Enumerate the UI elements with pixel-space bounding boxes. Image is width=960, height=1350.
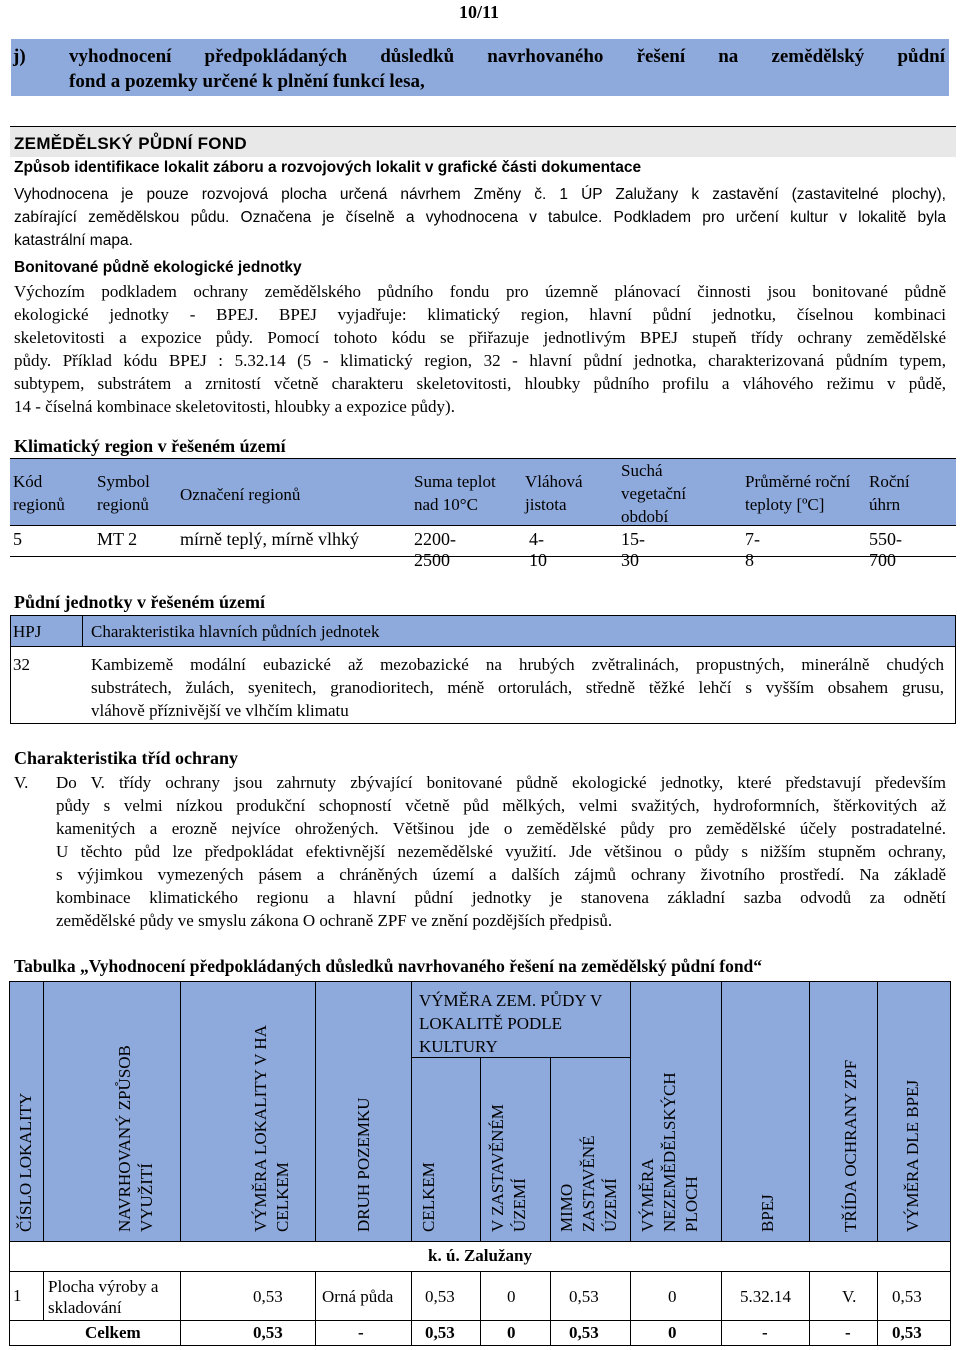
eval-vline-6b xyxy=(550,1271,551,1346)
bpej-text xyxy=(14,280,946,418)
climate-line-top xyxy=(10,458,956,459)
bpej-line-3: skeletovitosti a expozice půdy. Pomocí tohoto kódu se přiřazuje jednotlivým BPEJ stupeň třídy ochrany zemědělské xyxy=(14,328,946,347)
climate-header-code: Kód regionů xyxy=(13,472,65,514)
eval-vline-11 xyxy=(950,981,951,1346)
classes-line-1: Do V. třídy ochrany jsou zahrnuty zbývající bonitované půdně ekologické jednotky, které představují především xyxy=(56,773,946,792)
eval-total-class: - xyxy=(845,1323,851,1342)
zpf-subheading: Způsob identifikace lokalit záboru a rozvojových lokalit v grafické části dokumentace xyxy=(14,159,642,176)
eval-vline-3b xyxy=(315,1271,316,1346)
zpf-intro-line-2: zabírající zemědělskou půdu. Označena je číselně a vyhodnocena v tabulce. Podkladem pro určení kultur v lokalitě byla xyxy=(14,209,946,226)
eval-vline-4 xyxy=(411,981,412,1241)
hpj-divider xyxy=(82,615,83,647)
eval-vline-4b xyxy=(411,1271,412,1346)
eval-row-area-total: 0,53 xyxy=(253,1287,283,1306)
classes-text xyxy=(56,771,946,932)
eval-vline-9 xyxy=(809,981,810,1241)
bpej-line-1: Výchozím podkladem ochrany zemědělského půdního fondu pro územně plánovací činnosti jsou bonitované půdně xyxy=(14,282,946,301)
eval-vline-8 xyxy=(721,981,722,1241)
eval-col-header-bpej: BPEJ xyxy=(758,1194,777,1232)
eval-vline-10b xyxy=(877,1271,878,1346)
eval-vline-1b xyxy=(43,1271,44,1320)
eval-vline-2b xyxy=(180,1271,181,1346)
bpej-heading: Bonitované půdně ekologické jednotky xyxy=(14,259,302,276)
eval-vline-1 xyxy=(43,981,44,1241)
eval-row-non-agri: 0 xyxy=(668,1287,677,1306)
climate-cell-sum: 2200-2500 xyxy=(414,529,456,570)
eval-total-total: 0,53 xyxy=(425,1323,455,1342)
climate-cell-avg-temp: 7-8 xyxy=(745,529,760,570)
climate-header-dry: Suchá vegetační období xyxy=(621,461,687,526)
eval-total-label: Celkem xyxy=(85,1323,141,1342)
eval-vline-7b xyxy=(630,1271,631,1346)
classes-line-5: s výjimkou vymezených pásem a chráněných území a dalších zájmů ochrany životního prostředí. Na základě xyxy=(56,865,946,884)
zpf-intro xyxy=(14,183,946,252)
hpj-row-line-3: vláhově příznivější ve vlhčím klimatu xyxy=(91,701,349,720)
climate-cell-code: 5 xyxy=(13,529,22,549)
eval-row-bpej: 5.32.14 xyxy=(740,1287,791,1306)
eval-border-header-bottom xyxy=(9,1241,951,1242)
climate-header-rain: Roční úhrn xyxy=(869,472,910,514)
hpj-row-line-1: Kambizemě modální eubazické až mezobazické na hrubých zvětralinách, propustných, minerálně chudých xyxy=(91,655,944,674)
eval-row-inside: 0 xyxy=(507,1287,516,1306)
eval-total-area: 0,53 xyxy=(253,1323,283,1342)
eval-row-class: V. xyxy=(842,1287,857,1306)
eval-row-total: 0,53 xyxy=(425,1287,455,1306)
climate-line-mid xyxy=(10,525,956,526)
classes-line-2: půdy s velmi nízkou produkční schopností včetně půd mělkých, velmi svažitých, hydroformních, štěrkovitých až xyxy=(56,796,946,815)
eval-row-usage: Plocha výroby a skladování xyxy=(48,1277,159,1317)
eval-col-header-total: CELKEM xyxy=(419,1162,438,1232)
eval-total-bpej: - xyxy=(762,1323,768,1342)
zpf-heading: ZEMĚDĚLSKÝ PŮDNÍ FOND xyxy=(14,134,247,153)
zpf-intro-line-1: Vyhodnocena je pouze rozvojová plocha určená návrhem Změny č. 1 ÚP Zalužany k zastavění (zastavitelné plochy), xyxy=(14,186,946,203)
eval-vline-7 xyxy=(630,981,631,1241)
classes-line-4: U těchto půd lze předpokládat efektivnější nezemědělské využití. Jde většinou o půdy s nižším stupněm ochrany, xyxy=(56,842,946,861)
hpj-row-desc xyxy=(91,653,944,722)
eval-total-inside: 0 xyxy=(507,1323,516,1342)
hpj-row-code: 32 xyxy=(13,655,30,674)
climate-cell-symbol: MT 2 xyxy=(97,529,138,549)
page-number: 10/11 xyxy=(459,2,500,22)
eval-vline-2 xyxy=(180,981,181,1241)
hpj-heading: Půdní jednotky v řešeném území xyxy=(14,592,265,612)
section-heading-box xyxy=(11,39,949,96)
eval-ku-label: k. ú. Zalužany xyxy=(428,1246,532,1265)
eval-col-header-class: TŘÍDA OCHRANY ZPF xyxy=(841,1059,860,1232)
climate-header-symbol: Symbol regionů xyxy=(97,472,150,514)
eval-col-header-non-agri: VÝMĚRA NEZEMĚDĚLSKÝCH PLOCH xyxy=(638,1072,701,1232)
bpej-line-5: subtypem, substrátem a zrnitostí včetně charakteru skeletovitosti, hloubky půdního profilu a vláhového režimu v půdě, xyxy=(14,374,946,393)
eval-total-non-agri: 0 xyxy=(668,1323,677,1342)
eval-row-locality: 1 xyxy=(13,1286,22,1305)
climate-heading: Klimatický region v řešeném území xyxy=(14,436,286,456)
eval-row-outside: 0,53 xyxy=(569,1287,599,1306)
eval-vline-5b xyxy=(480,1271,481,1346)
hpj-header-code: HPJ xyxy=(13,622,42,641)
section-title-line-1: vyhodnocení předpokládaných důsledků navrhovaného řešení na zemědělský půdní xyxy=(69,46,945,67)
eval-vline-6 xyxy=(550,1057,551,1241)
eval-vline-5 xyxy=(480,1057,481,1241)
eval-vline-8b xyxy=(721,1271,722,1346)
climate-header-sum: Suma teplot nad 10°C xyxy=(414,472,496,514)
eval-vline-10 xyxy=(877,981,878,1241)
section-title-line-2: fond a pozemky určené k plnění funkcí lesa, xyxy=(69,71,425,92)
eval-col-header-area-total: VÝMĚRA LOKALITY V HA CELKEM xyxy=(251,1025,292,1232)
section-letter: j) xyxy=(13,46,26,67)
eval-col-header-area-bpej: VÝMĚRA DLE BPEJ xyxy=(903,1079,922,1232)
classes-line-3: kamenitých a erozně nejvíce ohrožených. Většinou jde o zemědělské půdy pro zemědělské účely postradatelné. xyxy=(56,819,946,838)
classes-line-7: zemědělské půdy ve smyslu zákona O ochraně ZPF ve znění pozdějších předpisů. xyxy=(56,911,613,930)
eval-group-header: VÝMĚRA ZEM. PŮDY V LOKALITĚ PODLE KULTURY xyxy=(419,991,602,1056)
eval-total-outside: 0,53 xyxy=(569,1323,599,1342)
climate-line-bot xyxy=(10,556,956,557)
eval-row-land-type: Orná půda xyxy=(322,1287,394,1306)
climate-cell-dry: 15-30 xyxy=(621,529,645,570)
eval-col-header-usage: NAVRHOVANÝ ZPŮSOB VYUŽITÍ xyxy=(115,1045,156,1232)
climate-cell-name: mírně teplý, mírně vlhký xyxy=(180,529,359,549)
eval-vline-3 xyxy=(315,981,316,1241)
climate-header-moisture: Vláhová jistota xyxy=(525,472,583,514)
climate-cell-rain: 550-700 xyxy=(869,529,902,570)
eval-col-header-land-type: DRUH POZEMKU xyxy=(354,1097,373,1232)
bpej-line-2: ekologické jednotky - BPEJ. BPEJ vyjadřuje: klimatický region, hlavní půdní jednotku, číselnou kombinaci xyxy=(14,305,946,324)
eval-total-area-bpej: 0,53 xyxy=(892,1323,922,1342)
eval-row-area-bpej: 0,53 xyxy=(892,1287,922,1306)
classes-roman: V. xyxy=(14,773,29,792)
climate-header-name: Označení regionů xyxy=(180,485,301,504)
bpej-line-4: půdy. Příklad kódu BPEJ : 5.32.14 (5 - klimatický region, 32 - hlavní půdní jednotka, charakterizovaná půdním typem, xyxy=(14,351,946,370)
eval-total-land-type: - xyxy=(358,1323,364,1342)
eval-vline-9b xyxy=(809,1271,810,1346)
hpj-header-desc: Charakteristika hlavních půdních jednotek xyxy=(91,622,380,641)
zpf-intro-line-3: katastrální mapa. xyxy=(14,232,133,249)
climate-cell-moisture: 4-10 xyxy=(529,529,547,570)
bpej-line-6: 14 - číselná kombinace skeletovitosti, hloubky a expozice půdy). xyxy=(14,397,455,416)
eval-vline-0 xyxy=(9,981,10,1346)
eval-col-header-outside: MIMO ZASTAVĚNÉ ÚZEMÍ xyxy=(557,1135,620,1232)
eval-col-header-locality: ČÍSLO LOKALITY xyxy=(16,1092,35,1232)
eval-heading: Tabulka „Vyhodnocení předpokládaných důsledků navrhovaného řešení na zemědělský půdní fond“ xyxy=(14,956,763,976)
hpj-row-line-2: substrátech, žulách, syenitech, granodioritech, méně ortorulách, středně těžké lehčí s vyšším obsahem grusu, xyxy=(91,678,944,697)
classes-heading: Charakteristika tříd ochrany xyxy=(14,748,238,768)
eval-col-header-inside: V ZASTAVĚNÉM ÚZEMÍ xyxy=(488,1104,529,1232)
climate-header-avg-temp: Průměrné roční teploty [ºC] xyxy=(745,472,851,514)
classes-line-6: kombinace klimatického regionu a hlavní půdní jednotky je stanovena základní sazba odvodů za odnětí xyxy=(56,888,946,907)
